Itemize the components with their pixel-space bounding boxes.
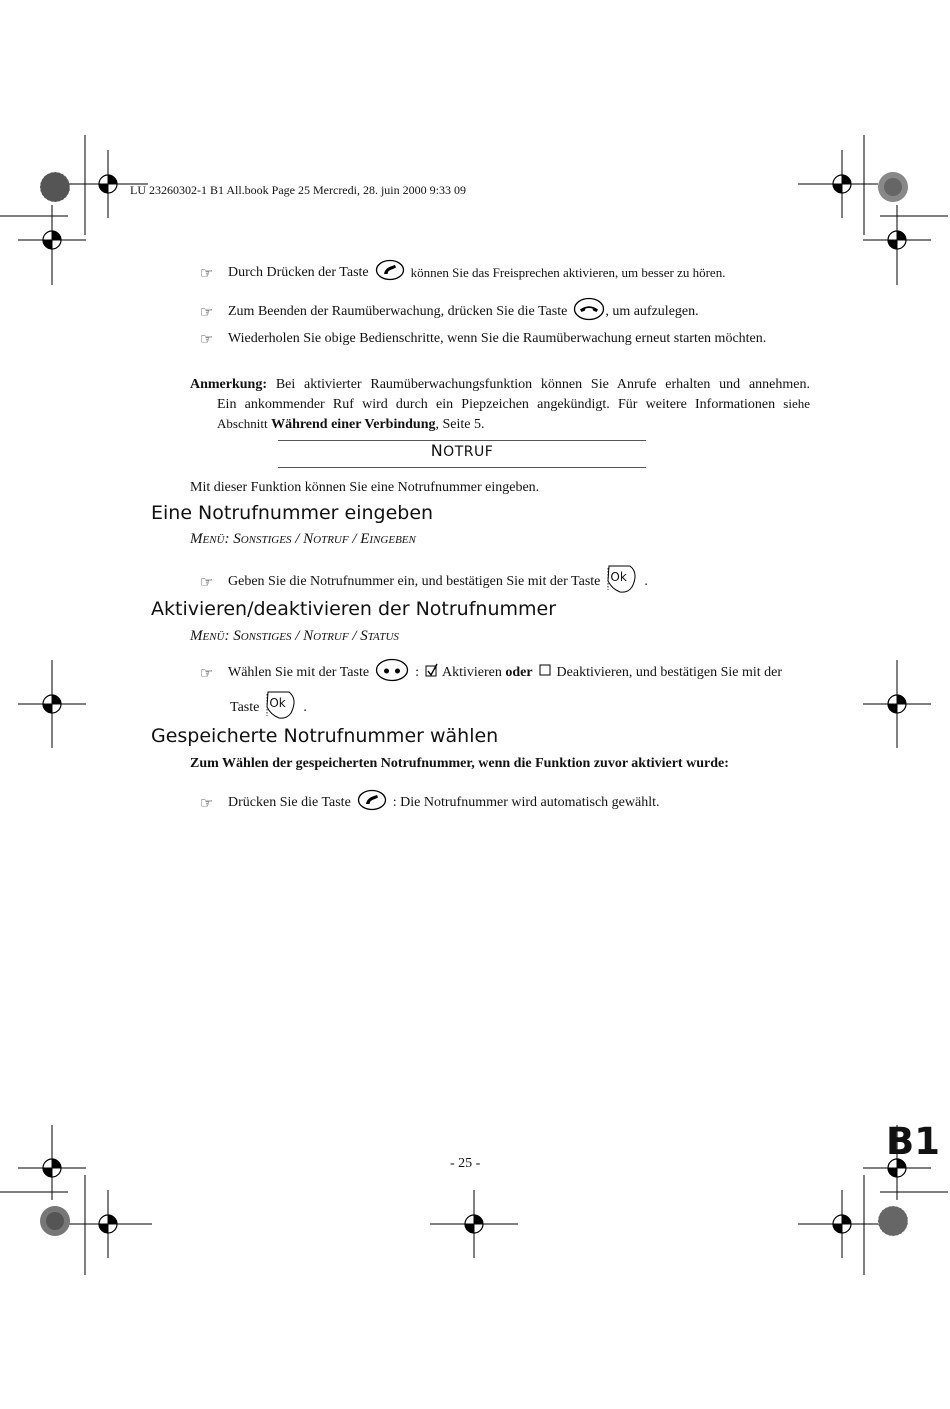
note-line: , Seite 5. xyxy=(435,417,485,432)
bullet-text: Taste xyxy=(230,699,260,715)
note-block xyxy=(190,375,810,434)
checked-box-icon xyxy=(425,663,438,682)
ok-key-icon xyxy=(604,563,640,600)
chapter-tab: B1 xyxy=(886,1120,940,1163)
section-title: NOTRUF xyxy=(430,441,494,460)
bullet-text: oder xyxy=(505,664,533,680)
note-line: Ein ankommender Ruf wird durch ein Piepzeichen angekündigt. Für weitere Informationen xyxy=(217,397,776,412)
bullet-text: : xyxy=(415,664,419,680)
bullet-text: Drücken Sie die Taste xyxy=(228,794,351,810)
intro-text: Mit dieser Funktion können Sie eine Notrufnummer eingeben. xyxy=(190,480,540,495)
bullet-activate xyxy=(200,658,782,687)
bullet-text: Aktivieren xyxy=(441,664,502,680)
pointing-hand-icon: ☞ xyxy=(200,330,214,348)
bullet-text: : Die Notrufnummer wird automatisch gewählt. xyxy=(392,794,660,810)
note-line: Bei aktivierter Raumüberwachungsfunktion können Sie Anrufe erhalten und annehmen. xyxy=(275,377,810,392)
pointing-hand-icon: ☞ xyxy=(200,572,214,591)
bullet-text: Wiederholen Sie obige Bedienschritte, wenn Sie die Raumüberwachung erneut starten möchten. xyxy=(228,331,767,346)
note-line: Abschnitt xyxy=(217,416,268,431)
nav-key-icon xyxy=(375,658,409,687)
ok-key-label: Ok xyxy=(269,696,286,710)
pointing-hand-icon: ☞ xyxy=(200,793,214,812)
note-line: siehe xyxy=(783,396,810,411)
bullet-text: Zum Beenden der Raumüberwachung, drücken Sie die Taste xyxy=(228,303,568,319)
heading-activate-number: Aktivieren/deaktivieren der Notrufnummer xyxy=(151,598,557,620)
page-number: - 25 - xyxy=(450,1156,481,1171)
call-key-icon xyxy=(375,259,405,286)
bullet-text: Durch Drücken der Taste xyxy=(228,264,369,280)
unchecked-box-icon xyxy=(539,664,551,681)
hangup-key-icon xyxy=(573,297,605,326)
bullet-text: . xyxy=(644,573,648,589)
instruction-bold: Zum Wählen der gespeicherten Notrufnummer, wenn die Funktion zuvor aktiviert wurde: xyxy=(190,756,729,771)
note-label: Anmerkung: xyxy=(190,377,268,392)
print-header: LU 23260302-1 B1 All.book Page 25 Mercredi, 28. juin 2000 9:33 09 xyxy=(130,183,466,197)
pointing-hand-icon: ☞ xyxy=(200,302,214,321)
bullet-text: können Sie das Freisprechen aktivieren, um besser zu hören. xyxy=(410,264,726,280)
heading-dial-number: Gespeicherte Notrufnummer wählen xyxy=(151,725,499,747)
section-rule-bottom xyxy=(278,467,646,468)
bullet-text: Geben Sie die Notrufnummer ein, und bestätigen Sie mit der Taste xyxy=(228,573,601,589)
bullet-text: Deaktivieren, und bestätigen Sie mit der xyxy=(556,664,783,680)
ok-key-label: Ok xyxy=(610,570,627,584)
bullet-text: . xyxy=(303,699,307,715)
bullet-speakerphone xyxy=(200,259,725,286)
note-reference: Während einer Verbindung xyxy=(271,417,436,432)
pointing-hand-icon: ☞ xyxy=(200,263,214,282)
bullet-activate-cont xyxy=(230,689,307,726)
ok-key-icon xyxy=(263,689,299,726)
bullet-text: , um aufzulegen. xyxy=(605,303,699,319)
bullet-enter-number xyxy=(200,563,648,600)
bullet-text: Wählen Sie mit der Taste xyxy=(228,664,370,680)
bullet-repeat xyxy=(200,330,766,348)
pointing-hand-icon: ☞ xyxy=(200,663,214,682)
bullet-hangup xyxy=(200,297,699,326)
call-key-icon xyxy=(357,789,387,816)
menu-path: Menü: Sonstiges / Notruf / Eingeben xyxy=(190,531,416,547)
heading-enter-number: Eine Notrufnummer eingeben xyxy=(151,502,434,524)
bullet-dial xyxy=(200,789,660,816)
menu-path: Menü: Sonstiges / Notruf / Status xyxy=(190,628,399,644)
